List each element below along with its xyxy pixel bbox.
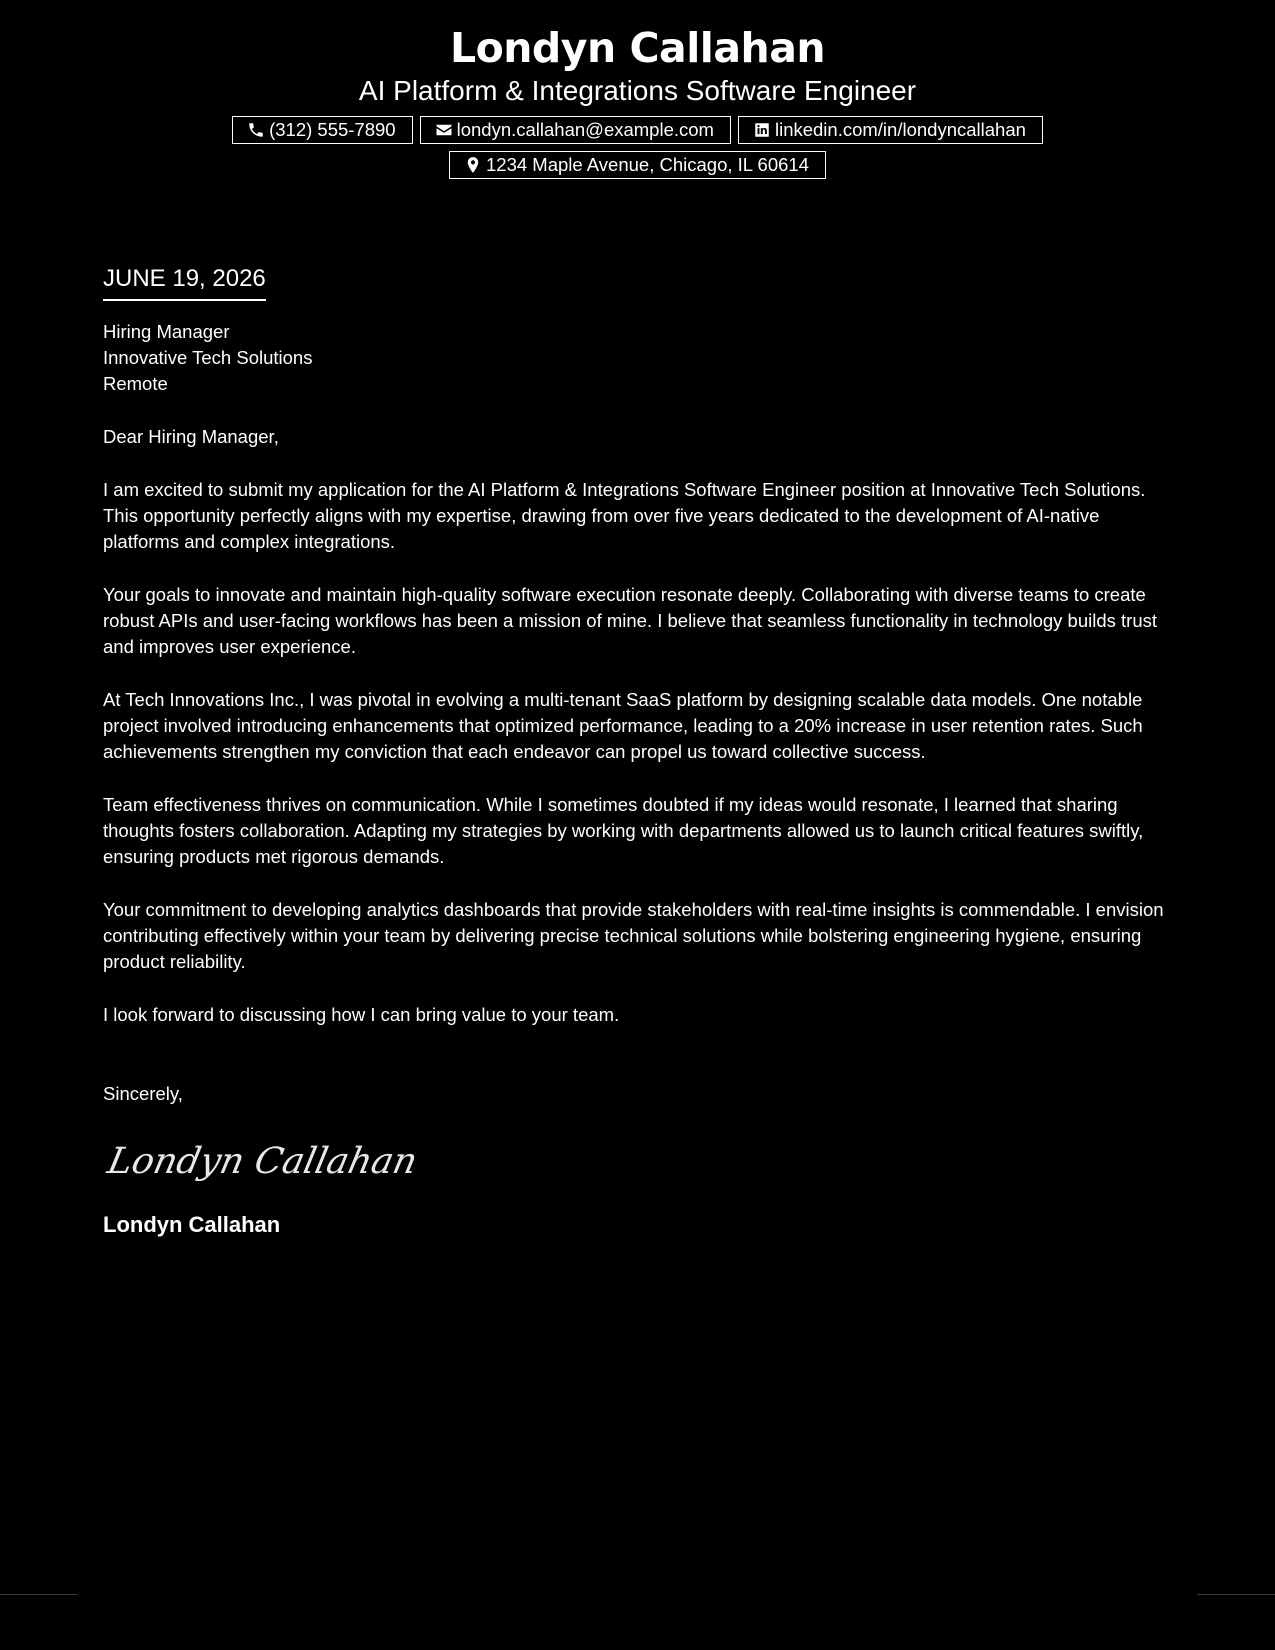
recipient-location: Remote bbox=[103, 373, 168, 394]
recipient-block bbox=[103, 319, 1178, 397]
email-chip[interactable] bbox=[420, 116, 731, 144]
contact-row-address bbox=[0, 151, 1275, 179]
letter-date: JUNE 19, 2026 bbox=[103, 262, 266, 301]
address-chip[interactable] bbox=[449, 151, 826, 179]
phone-text: (312) 555-7890 bbox=[269, 119, 396, 140]
footer-rule-left bbox=[0, 1594, 77, 1595]
linkedin-text: linkedin.com/in/londyncallahan bbox=[774, 119, 1026, 140]
signature-text: Londyn Callahan bbox=[104, 1139, 422, 1182]
phone-icon bbox=[247, 121, 265, 139]
linkedin-chip[interactable] bbox=[738, 116, 1043, 144]
paragraph: At Tech Innovations Inc., I was pivotal in evolving a multi-tenant SaaS platform by designing scalable data models. One notable project involved introducing enhancements that optimized performance, leading to a 20% increase in user retention rates. Such achievements strengthen my conviction that each endeavor can propel us toward collective success. bbox=[103, 689, 1143, 762]
letter-body bbox=[103, 262, 1178, 1240]
footer-rule-right bbox=[1197, 1594, 1275, 1595]
address-text: 1234 Maple Avenue, Chicago, IL 60614 bbox=[486, 154, 809, 175]
handwritten-signature bbox=[103, 1131, 422, 1191]
paragraph: I am excited to submit my application for the AI Platform & Integrations Software Engineer position at Innovative Tech Solutions. This opportunity perfectly aligns with my expertise, drawing from over five years dedicated to the development of AI-native platforms and complex integrations. bbox=[103, 479, 1146, 552]
letterhead bbox=[0, 22, 1275, 186]
paragraph: Your commitment to developing analytics dashboards that provide stakeholders with real-time insights is commendable. I envision contributing effectively within your team by delivering precise technical solutions while bolstering engineering hygiene, ensuring product reliability. bbox=[103, 899, 1164, 972]
recipient-company: Innovative Tech Solutions bbox=[103, 347, 313, 368]
map-pin-icon bbox=[464, 156, 482, 174]
paragraph: Your goals to innovate and maintain high-quality software execution resonate deeply. Collaborating with diverse teams to create robust APIs and user-facing workflows has been a mission of mine. I believe that seamless functionality in technology builds trust and improves user experience. bbox=[103, 584, 1158, 657]
contact-row bbox=[0, 116, 1275, 144]
recipient-title: Hiring Manager bbox=[103, 321, 230, 342]
paragraph: I look forward to discussing how I can bring value to your team. bbox=[103, 1004, 620, 1025]
paragraph: Team effectiveness thrives on communication. While I sometimes doubted if my ideas would resonate, I learned that sharing thoughts fosters collaboration. Adapting my strategies by working with departments allowed us to launch critical features swiftly, ensuring products met rigorous demands. bbox=[103, 794, 1144, 867]
salutation: Dear Hiring Manager, bbox=[103, 426, 279, 447]
signed-name: Londyn Callahan bbox=[103, 1212, 281, 1237]
email-text: londyn.callahan@example.com bbox=[456, 119, 714, 140]
sender-role: AI Platform & Integrations Software Engineer bbox=[358, 75, 917, 106]
closing: Sincerely, bbox=[103, 1083, 183, 1104]
linkedin-icon bbox=[753, 121, 771, 139]
envelope-icon bbox=[435, 121, 453, 139]
phone-chip[interactable] bbox=[232, 116, 413, 144]
sender-name: Londyn Callahan bbox=[449, 24, 826, 72]
